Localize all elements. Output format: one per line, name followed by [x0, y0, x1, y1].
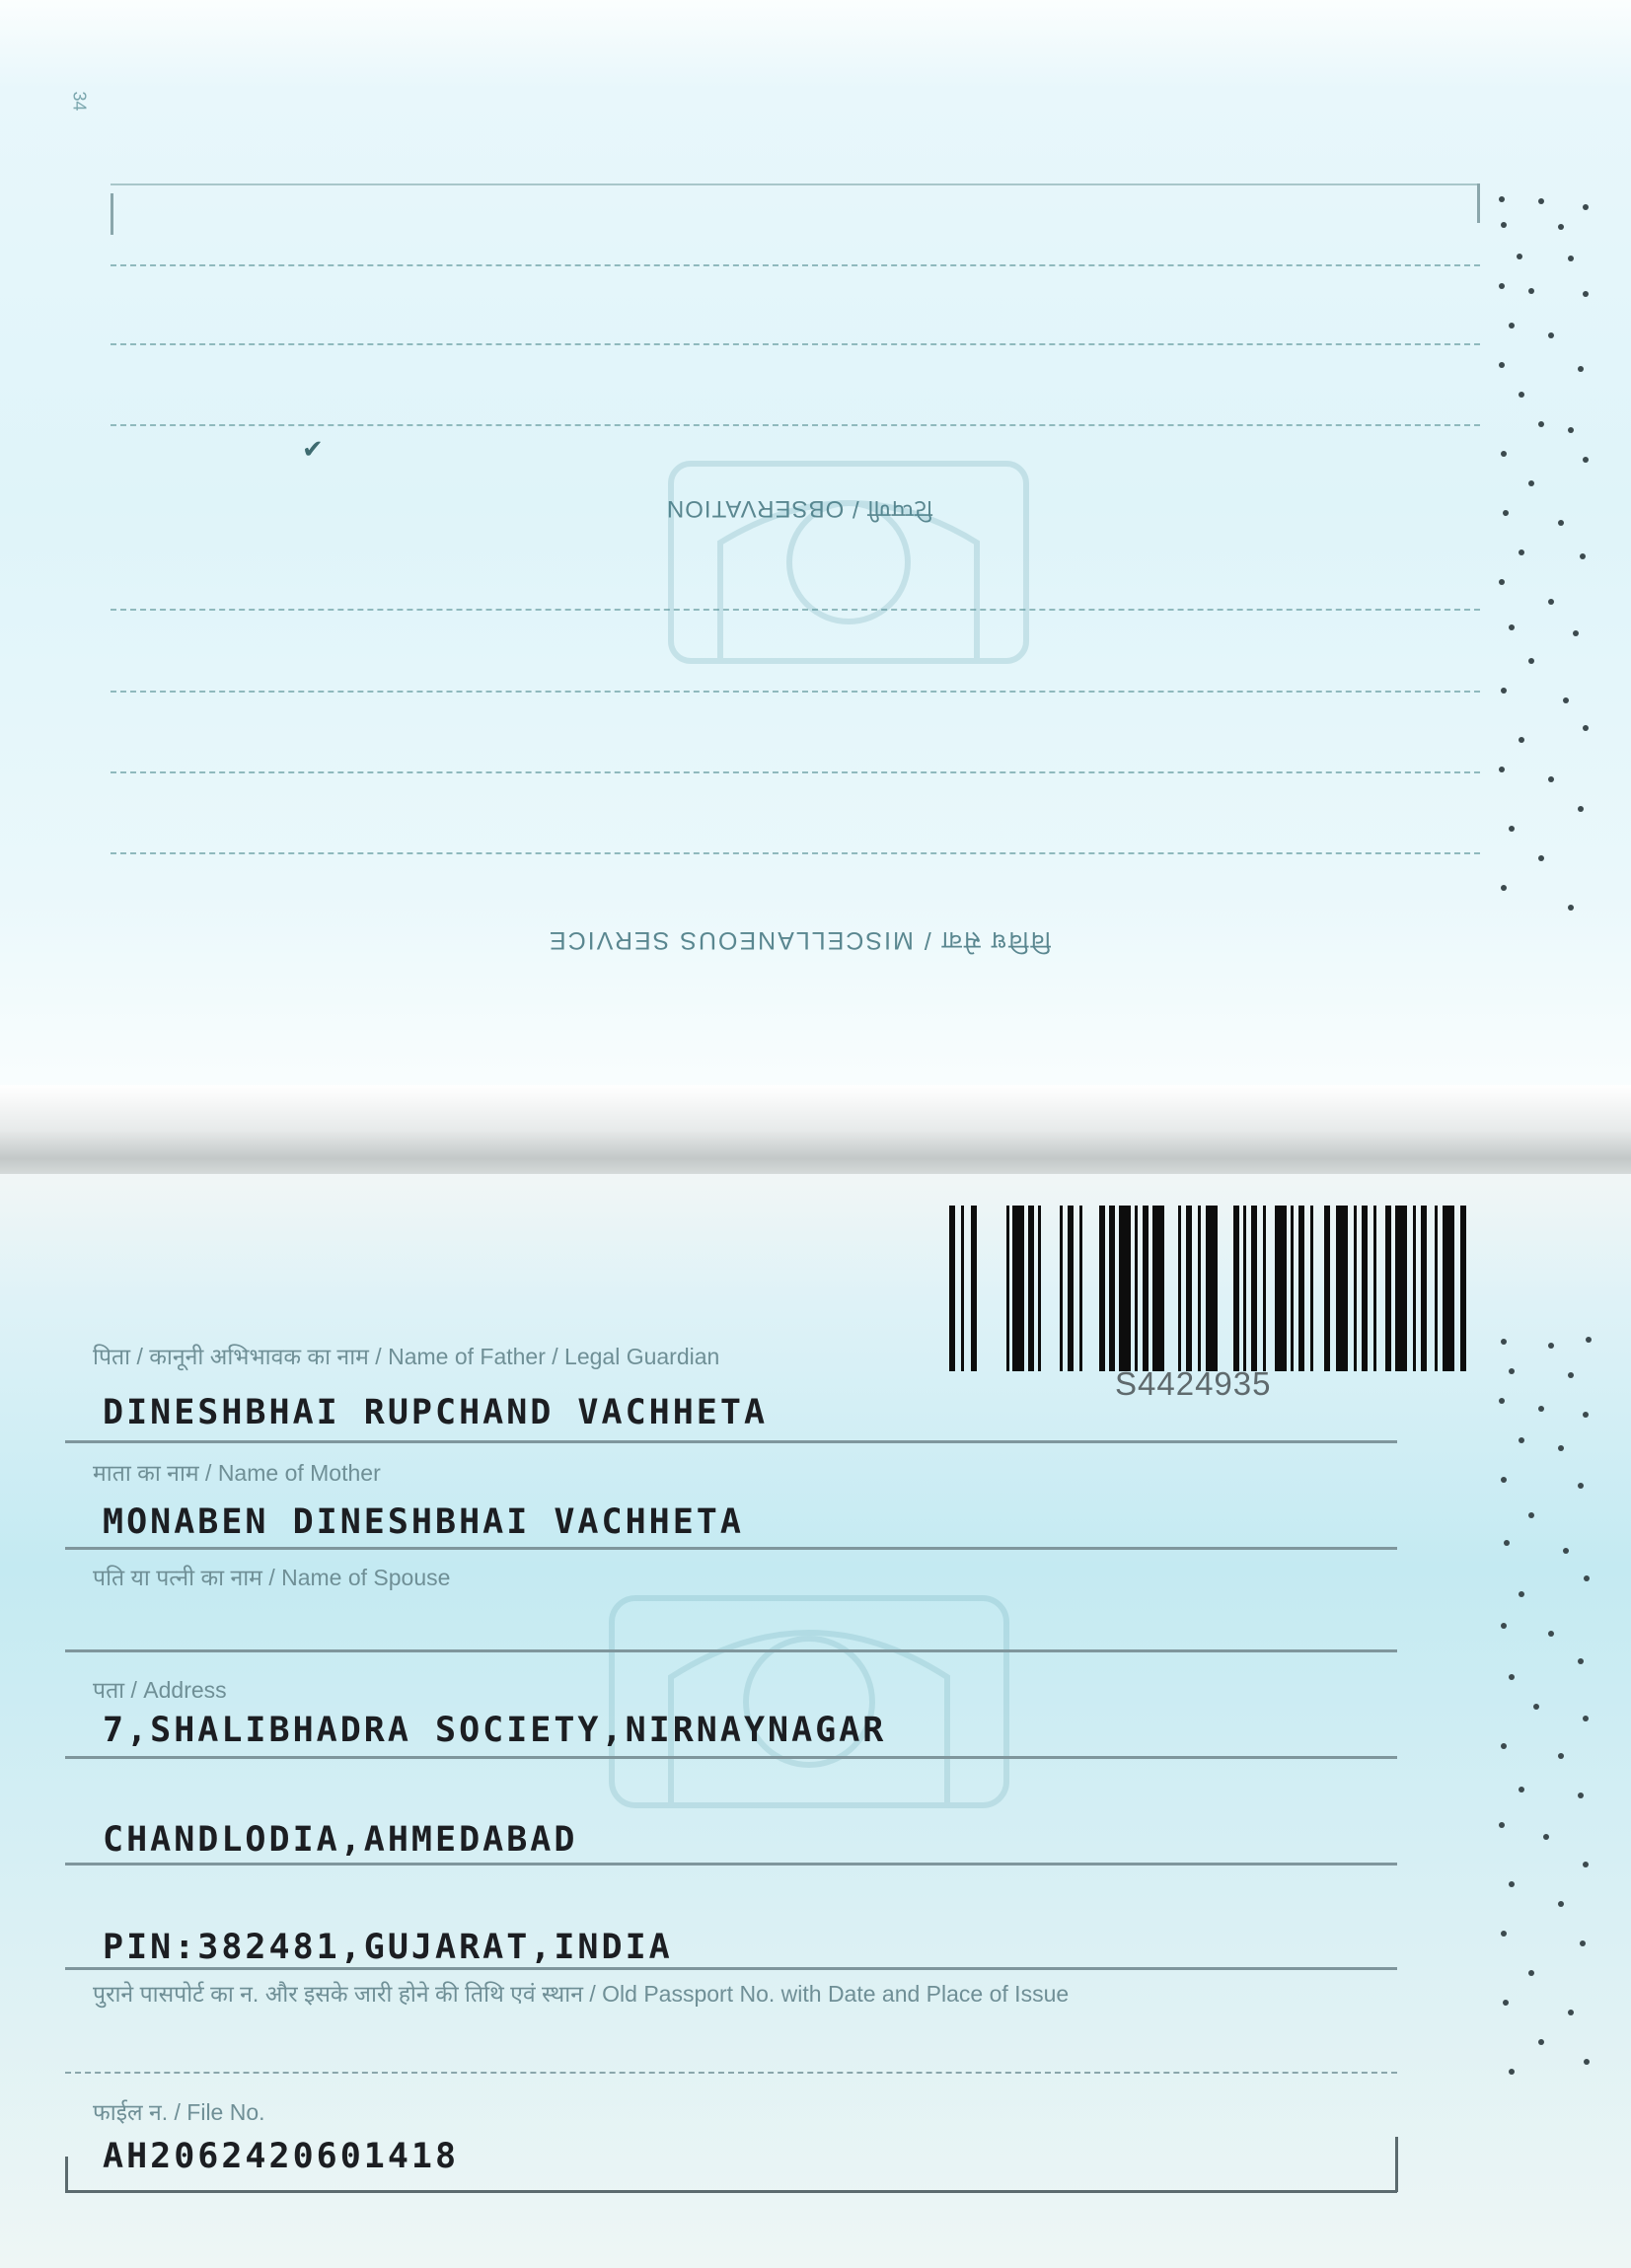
- barcode-icon: [949, 1206, 1472, 1373]
- perforation-dots: [1492, 1332, 1610, 2082]
- page-number: 34: [69, 91, 90, 111]
- field-line: [65, 1967, 1397, 1970]
- field-line: [65, 1756, 1397, 1759]
- observation-rule: [111, 343, 1480, 345]
- barcode-number: S4424935: [1115, 1365, 1272, 1402]
- field-line: [65, 1547, 1397, 1550]
- file-box-bottom-edge: [65, 2190, 1397, 2193]
- tick-mark: ✔: [302, 434, 324, 464]
- miscellaneous-service-heading: विविध सेवा / MISCELLANEOUS SERVICE: [548, 926, 1051, 954]
- observation-rule: [111, 852, 1480, 854]
- file-box-right-edge: [1395, 2137, 1398, 2192]
- old-passport-label: पुराने पासपोर्ट का न. और इसके जारी होने की तिथि एवं स्थान / Old Passport No. with Date and Place of Issue: [93, 1981, 1070, 2007]
- mother-name: MONABEN DINESHBHAI VACHHETA: [103, 1502, 744, 1542]
- field-line: [65, 1440, 1397, 1443]
- file-no-label: फाईल न. / File No.: [93, 2099, 265, 2125]
- observation-page: [0, 0, 1631, 1115]
- emblem-watermark-icon: [572, 1569, 1046, 1835]
- emblem-watermark-icon: [631, 424, 1066, 700]
- perforation-dots: [1492, 187, 1610, 937]
- observation-heading: टिप्पणी / OBSERVATION: [665, 495, 933, 522]
- field-line: [65, 1863, 1397, 1866]
- address-line-2: CHANDLODIA,AHMEDABAD: [103, 1820, 578, 1860]
- field-line: [65, 1649, 1397, 1652]
- file-box-left-edge: [65, 2157, 68, 2192]
- address-line-1: 7,SHALIBHADRA SOCIETY,NIRNAYNAGAR: [103, 1711, 887, 1750]
- spouse-label: पति या पत्नी का नाम / Name of Spouse: [93, 1565, 451, 1590]
- field-line: [65, 2072, 1397, 2074]
- observation-box-left-edge: [111, 193, 113, 235]
- address-label: पता / Address: [93, 1677, 227, 1703]
- father-label: पिता / कानूनी अभिभावक का नाम / Name of Father / Legal Guardian: [93, 1344, 720, 1369]
- address-line-3: PIN:382481,GUJARAT,INDIA: [103, 1928, 673, 1967]
- observation-rule: [111, 771, 1480, 773]
- observation-box-top-edge: [111, 183, 1480, 185]
- observation-rule: [111, 264, 1480, 266]
- observation-box-right-edge: [1477, 183, 1480, 223]
- father-name: DINESHBHAI RUPCHAND VACHHETA: [103, 1393, 769, 1432]
- file-no-value: AH2062420601418: [103, 2137, 460, 2176]
- mother-label: माता का नाम / Name of Mother: [93, 1460, 381, 1486]
